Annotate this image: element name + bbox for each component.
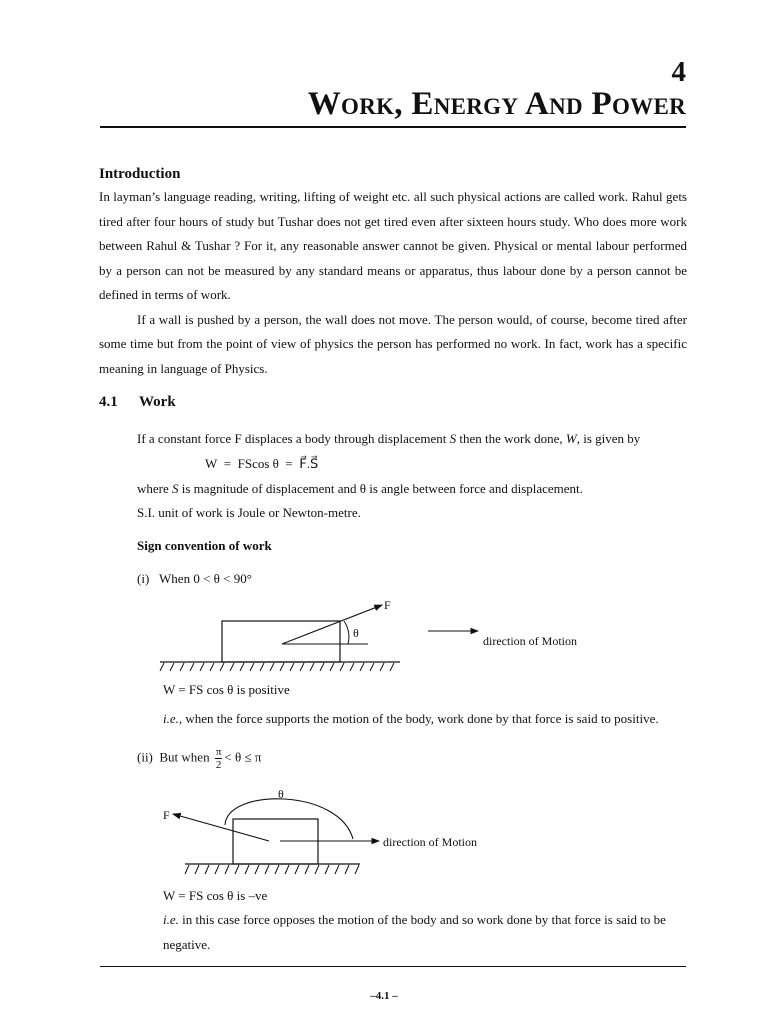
where-line: [137, 481, 583, 497]
intro-paragraph-1: In layman’s language reading, writing, lifting of weight etc. all such physical actions are called work. Rahul gets tired after four hours of study but Tushar does not get tired even after sixteen hours study. Who does more work between Rahul & Tushar ? For it, any reasonable answer cannot be given. Physical or mental labour performed by a person can not be measured by any standard means or apparatus, thus labour done by a person cannot be defined in terms of work.: [99, 189, 687, 302]
case1-diagram: [150, 595, 610, 675]
work-definition: [137, 431, 640, 447]
intro-body: [99, 185, 687, 381]
case1-explanation: [163, 711, 659, 727]
symbol-s: S: [449, 431, 457, 446]
ground-hatching: [160, 663, 394, 671]
motion-label: direction of Motion: [383, 835, 477, 849]
ie-abbrev: i.e.: [163, 912, 179, 927]
chapter-title: Work, Energy And Power: [307, 86, 686, 122]
fraction-numerator: π: [215, 746, 222, 758]
sign-convention-heading: Sign convention of work: [137, 538, 272, 553]
formula-rhs: F⃗.S⃗: [299, 456, 319, 471]
case-condition-prefix: But when: [159, 749, 210, 765]
text-fragment: If a constant force F displaces a body through displacement: [137, 431, 450, 446]
footer-rule: [100, 966, 686, 967]
formula-equals: =: [223, 456, 232, 471]
intro-paragraph-2: If a wall is pushed by a person, the wall does not move. The person would, of course, become tired after some time but from the point of view of physics the person has performed no work. In fact, work has a specific meaning in language of Physics.: [99, 311, 687, 376]
title-rule: [100, 126, 686, 128]
ie-abbrev: i.e.,: [163, 711, 183, 726]
section-heading: [99, 394, 176, 411]
chapter-number: 4: [671, 56, 686, 88]
ground-hatching: [185, 865, 359, 874]
intro-heading: Introduction: [99, 166, 181, 182]
text-fragment: when the force supports the motion of the body, work done by that force is said to positive.: [182, 711, 659, 726]
force-arrow: [282, 605, 382, 644]
case-condition-suffix: < θ ≤ π: [224, 749, 262, 765]
text-fragment: in this case force opposes the motion of the body and so work done by that force is said to be: [178, 912, 666, 927]
formula-equals: =: [285, 456, 293, 471]
case1-result: W = FS cos θ is positive: [163, 682, 290, 697]
case2-explanation-line1: [163, 912, 666, 928]
section-title: Work: [139, 394, 176, 410]
case2-result: W = FS cos θ is –ve: [163, 888, 268, 903]
force-arrow: [173, 814, 269, 841]
pi-over-2-fraction: [215, 746, 223, 771]
section-number: 4.1: [99, 394, 118, 410]
motion-label: direction of Motion: [483, 634, 577, 648]
fraction-denominator: 2: [215, 759, 222, 771]
angle-label: θ: [353, 626, 359, 640]
case2-explanation-line2: negative.: [163, 937, 211, 952]
block: [222, 621, 340, 662]
case-condition: When 0 < θ < 90°: [159, 571, 252, 586]
case2-condition: [137, 746, 261, 771]
work-formula: [205, 456, 318, 472]
si-unit-line: S.I. unit of work is Joule or Newton-metre.: [137, 505, 361, 520]
case1-condition: [137, 571, 252, 587]
case2-diagram: [155, 785, 505, 880]
case-label: (ii): [137, 749, 153, 765]
formula-lhs: W: [205, 456, 218, 471]
force-label: F: [163, 808, 170, 822]
force-label: F: [384, 598, 391, 612]
angle-label: θ: [278, 787, 284, 801]
text-fragment: then the work done,: [456, 431, 566, 446]
formula-middle: FScos θ: [237, 456, 279, 471]
symbol-s: S: [172, 481, 179, 496]
text-fragment: where: [137, 481, 173, 496]
symbol-w: W: [565, 431, 577, 446]
page-number: –4.1 –: [370, 990, 398, 1002]
angle-arc: [344, 621, 349, 644]
case-label: (i): [137, 571, 150, 586]
text-fragment: is magnitude of displacement and θ is angle between force and displacement.: [178, 481, 583, 496]
text-fragment: , is given by: [576, 431, 641, 446]
